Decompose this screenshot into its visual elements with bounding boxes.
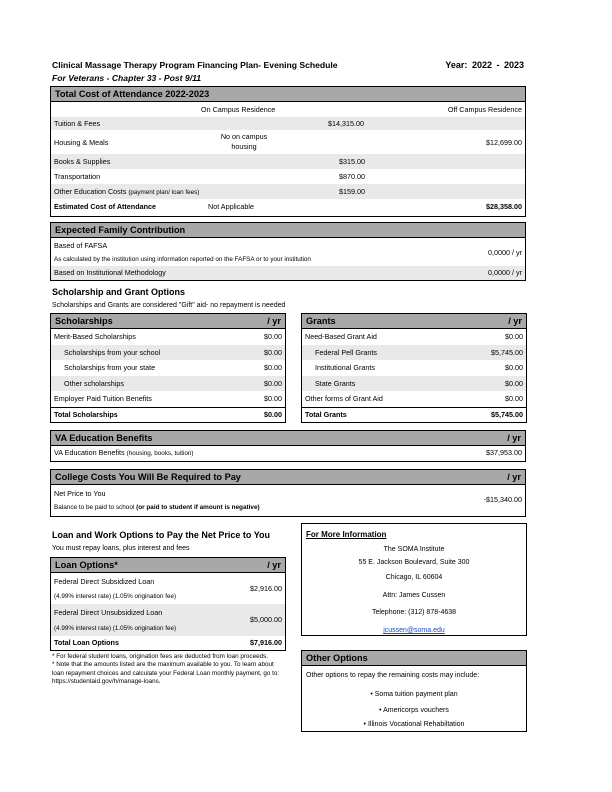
loan-rate: (4.99% interest rate) (1.05% origination fee) <box>54 625 177 632</box>
grants-heading <box>302 314 526 329</box>
efc-fafsa-note: As calculated by the institution using information reported on the FAFSA or to your institution <box>54 256 311 263</box>
scholarships-heading <box>51 314 285 329</box>
more-info-box <box>301 523 527 636</box>
cost-label: Books & Supplies <box>54 157 111 166</box>
other-option-item: • Americorps vouchers <box>379 707 449 714</box>
loan-total-label: Total Loan Options <box>54 638 119 647</box>
balance-note: (or paid to student if amount is negative) <box>136 504 260 511</box>
scholarship-value: $0.00 <box>264 347 282 357</box>
net-price-row <box>51 485 525 515</box>
grant-row <box>302 376 526 392</box>
grant-label: State Grants <box>315 378 356 388</box>
va-value: $37,953.00 <box>486 448 522 457</box>
scholarship-row <box>51 329 285 345</box>
cost-label: Tuition & Fees <box>54 119 101 128</box>
loan-value: $5,000.00 <box>250 615 282 624</box>
college-costs-title: College Costs You Will Be Required to Pay <box>55 472 241 482</box>
scholarship-value: $0.00 <box>264 332 282 341</box>
loan-rate: (4.99% interest rate) (1.05% origination fee) <box>54 593 177 600</box>
scholarships-total-row <box>51 407 285 421</box>
cost-column-headers <box>51 102 525 117</box>
scholarship-row <box>51 345 285 361</box>
efc-inst-label: Based on Institutional Methodology <box>54 268 166 277</box>
cost-row <box>51 154 525 169</box>
institution-name: The SOMA Institute <box>383 546 445 553</box>
year <box>445 60 524 70</box>
cost-on-value: $159.00 <box>339 187 365 196</box>
grants-title: Grants <box>306 316 336 326</box>
loan-total-row <box>51 636 285 649</box>
grant-label: Need-Based Grant Aid <box>305 332 377 341</box>
contact-email-wrap <box>302 623 526 635</box>
efc-heading: Expected Family Contribution <box>51 223 525 238</box>
loan-options-heading <box>51 558 285 573</box>
scholarship-label: Scholarships from your school <box>64 347 161 357</box>
grant-label: Other forms of Grant Aid <box>305 394 383 403</box>
scholarship-label: Merit-Based Scholarships <box>54 332 136 341</box>
year-value: 2022 - 2023 <box>471 60 524 70</box>
other-option-item: • Illinois Vocational Rehabiltation <box>363 721 465 728</box>
cost-total-value: $28,358.00 <box>486 202 522 211</box>
scholarships-box <box>50 313 286 423</box>
loan-value: $2,916.00 <box>250 584 282 593</box>
grant-value: $5,745.00 <box>491 347 523 357</box>
cost-total-label: Estimated Cost of Attendance <box>54 202 156 211</box>
other-options-box <box>301 650 527 732</box>
grant-value: $0.00 <box>505 378 523 388</box>
cost-label-note: (payment plan/ loan fees) <box>128 189 200 196</box>
grant-label: Federal Pell Grants <box>315 347 377 357</box>
other-option-item: • Soma tuition payment plan <box>370 691 458 698</box>
scholarship-grant-heading: Scholarship and Grant Options <box>52 287 186 297</box>
loan-notes <box>52 653 284 686</box>
loan-options-box <box>50 557 286 651</box>
grants-box <box>301 313 527 423</box>
cost-row <box>51 184 525 199</box>
loan-work-heading: Loan and Work Options to Pay the Net Price to You <box>52 530 271 540</box>
cost-label: Housing & Meals <box>54 138 109 147</box>
cost-row <box>51 117 525 130</box>
scholarship-grant-subheading: Scholarships and Grants are considered "Gift" aid- no repayment is needed <box>52 302 286 309</box>
address-street: 55 E. Jackson Boulevard, Suite 300 <box>358 559 470 566</box>
net-price-value: -$15,340.00 <box>483 495 522 504</box>
loan-note-max: * Note that the amounts listed are the maximum available to you. To learn about loan repayment choices and calculate your Federal Loan monthly payment, go to: https://studentaid.gov/h/manage-loans. <box>52 661 280 685</box>
other-options-heading: Other Options <box>302 651 526 666</box>
year-label: Year: <box>445 60 468 70</box>
contact-attn: Attn: James Cussen <box>382 592 446 599</box>
college-costs-heading <box>51 470 525 485</box>
net-price-label: Net Price to You <box>54 489 106 498</box>
cost-row <box>51 130 525 154</box>
efc-fafsa-row <box>51 238 525 266</box>
va-row <box>51 446 525 460</box>
on-campus-header: On Campus Residence <box>201 105 276 114</box>
more-info-heading: For More Information <box>306 530 387 539</box>
off-campus-header: Off Campus Residence <box>447 105 522 114</box>
scholarships-total-value: $0.00 <box>264 409 282 419</box>
scholarships-total-label: Total Scholarships <box>54 409 118 419</box>
va-title: VA Education Benefits <box>55 433 153 443</box>
scholarship-value: $0.00 <box>264 378 282 388</box>
loan-work-subheading: You must repay loans, plus interest and fees <box>52 545 190 552</box>
loan-options-per-year: / yr <box>267 560 281 570</box>
cost-mid-value: No on campus housing <box>220 132 268 151</box>
cost-on-value: $870.00 <box>339 172 365 181</box>
efc-box <box>50 222 526 281</box>
efc-inst-row <box>51 266 525 280</box>
cost-row <box>51 169 525 184</box>
address-city: Chicago, IL 60604 <box>385 574 443 581</box>
balance-line <box>54 502 260 513</box>
grant-row <box>302 329 526 345</box>
efc-fafsa-label: Based of FAFSA <box>54 241 108 250</box>
cost-on-value: $14,315.00 <box>328 119 364 128</box>
scholarship-row <box>51 391 285 407</box>
grants-total-value: $5,745.00 <box>491 409 523 419</box>
va-label: VA Education Benefits <box>54 448 125 457</box>
college-costs-per-year: / yr <box>507 472 521 482</box>
cost-heading: Total Cost of Attendance 2022-2023 <box>51 87 525 102</box>
loan-row <box>51 604 285 636</box>
loan-options-title: Loan Options* <box>55 560 118 570</box>
grant-value: $0.00 <box>505 363 523 372</box>
va-per-year: / yr <box>507 433 521 443</box>
cost-off-value: $12,699.00 <box>486 138 522 147</box>
loan-label: Federal Direct Subsidized Loan <box>54 577 155 586</box>
cost-on-value: $315.00 <box>339 157 365 166</box>
scholarship-label: Employer Paid Tuition Benefits <box>54 394 152 403</box>
scholarships-per-year: / yr <box>267 316 281 326</box>
grants-total-label: Total Grants <box>305 409 347 419</box>
contact-phone: Telephone: (312) 878-4638 <box>371 609 457 616</box>
va-benefits-box <box>50 430 526 462</box>
cost-of-attendance-box <box>50 86 526 217</box>
loan-total-value: $7,916.00 <box>250 638 282 647</box>
cost-total-row <box>51 199 525 214</box>
va-label-note: (housing, books, tuition) <box>126 450 194 457</box>
grant-row <box>302 391 526 407</box>
scholarship-row <box>51 376 285 392</box>
efc-inst-value: 0,0000 / yr <box>488 268 522 277</box>
scholarship-label: Scholarships from your state <box>64 363 156 372</box>
scholarship-value: $0.00 <box>264 363 282 372</box>
va-heading <box>51 431 525 446</box>
cost-label: Transportation <box>54 172 101 181</box>
college-costs-box <box>50 469 526 517</box>
grant-row <box>302 345 526 361</box>
loan-note-fees: * For federal student loans, origination fees are deducted from loan proceeds. <box>52 653 268 660</box>
document-title: Clinical Massage Therapy Program Financing Plan- Evening Schedule <box>52 60 338 70</box>
scholarship-label: Other scholarships <box>64 378 124 388</box>
scholarship-row <box>51 360 285 376</box>
grant-row <box>302 360 526 376</box>
document-subtitle: For Veterans - Chapter 33 - Post 9/11 <box>52 73 202 83</box>
loan-row <box>51 573 285 604</box>
scholarships-title: Scholarships <box>55 316 113 326</box>
grant-label: Institutional Grants <box>315 363 375 372</box>
cost-total-mid: Not Applicable <box>208 202 254 211</box>
loan-label: Federal Direct Unsubsidized Loan <box>54 608 163 617</box>
cost-label: Other Education Costs <box>54 187 127 196</box>
grants-per-year: / yr <box>508 316 522 326</box>
other-options-intro: Other options to repay the remaining costs may include: <box>306 672 480 679</box>
contact-email-link[interactable]: jcussen@soma.edu <box>383 627 445 634</box>
balance-label: Balance to be paid to school <box>54 504 135 511</box>
scholarship-value: $0.00 <box>264 394 282 403</box>
grants-total-row <box>302 407 526 421</box>
grant-value: $0.00 <box>505 394 523 403</box>
grant-value: $0.00 <box>505 332 523 341</box>
efc-fafsa-value: 0,0000 / yr <box>488 248 522 257</box>
